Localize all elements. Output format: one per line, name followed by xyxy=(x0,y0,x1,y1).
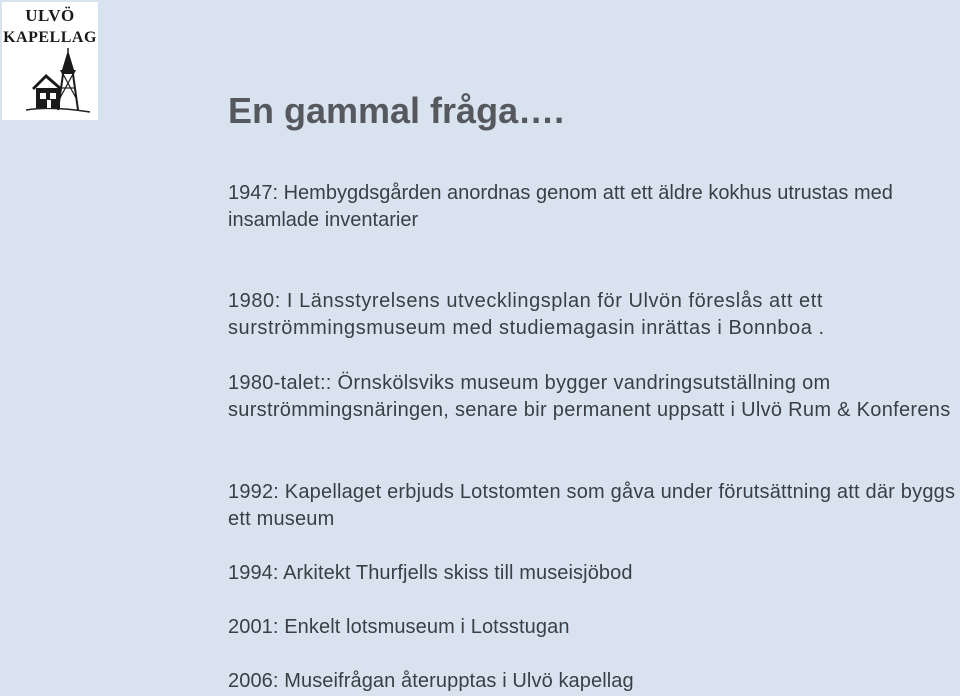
chapel-icon xyxy=(2,48,98,120)
timeline-entry-2001: 2001: Enkelt lotsmuseum i Lotsstugan xyxy=(228,616,570,638)
page-title: En gammal fråga…. xyxy=(228,90,565,131)
timeline-entry-1980-talet: 1980-talet:: Örnskölsviks museum bygger vandringsutställning om surströmmingsnäringen, senare bir permanent uppsatt i Ulvö Rum & Konferens xyxy=(228,372,951,421)
timeline-entry-1980: 1980: I Länsstyrelsens utvecklingsplan för Ulvön föreslås att ett surströmmingsmuseum med studiemagasin inrättas i Bonnboa . xyxy=(228,290,825,339)
logo-line-1: ULVÖ xyxy=(25,6,75,25)
timeline-entry-1947: 1947: Hembygdsgården anordnas genom att ett äldre kokhus utrustas med insamlade inventarier xyxy=(228,182,893,231)
timeline-entry-1992: 1992: Kapellaget erbjuds Lotstomten som gåva under förutsättning att där byggs ett museum xyxy=(228,481,956,530)
timeline-entry-1994: 1994: Arkitekt Thurfjells skiss till museisjöbod xyxy=(228,562,633,584)
logo xyxy=(2,2,98,120)
logo-line-2: KAPELLAG xyxy=(3,29,97,46)
timeline-entry-2006: 2006: Museifrågan återupptas i Ulvö kapellag xyxy=(228,670,634,692)
